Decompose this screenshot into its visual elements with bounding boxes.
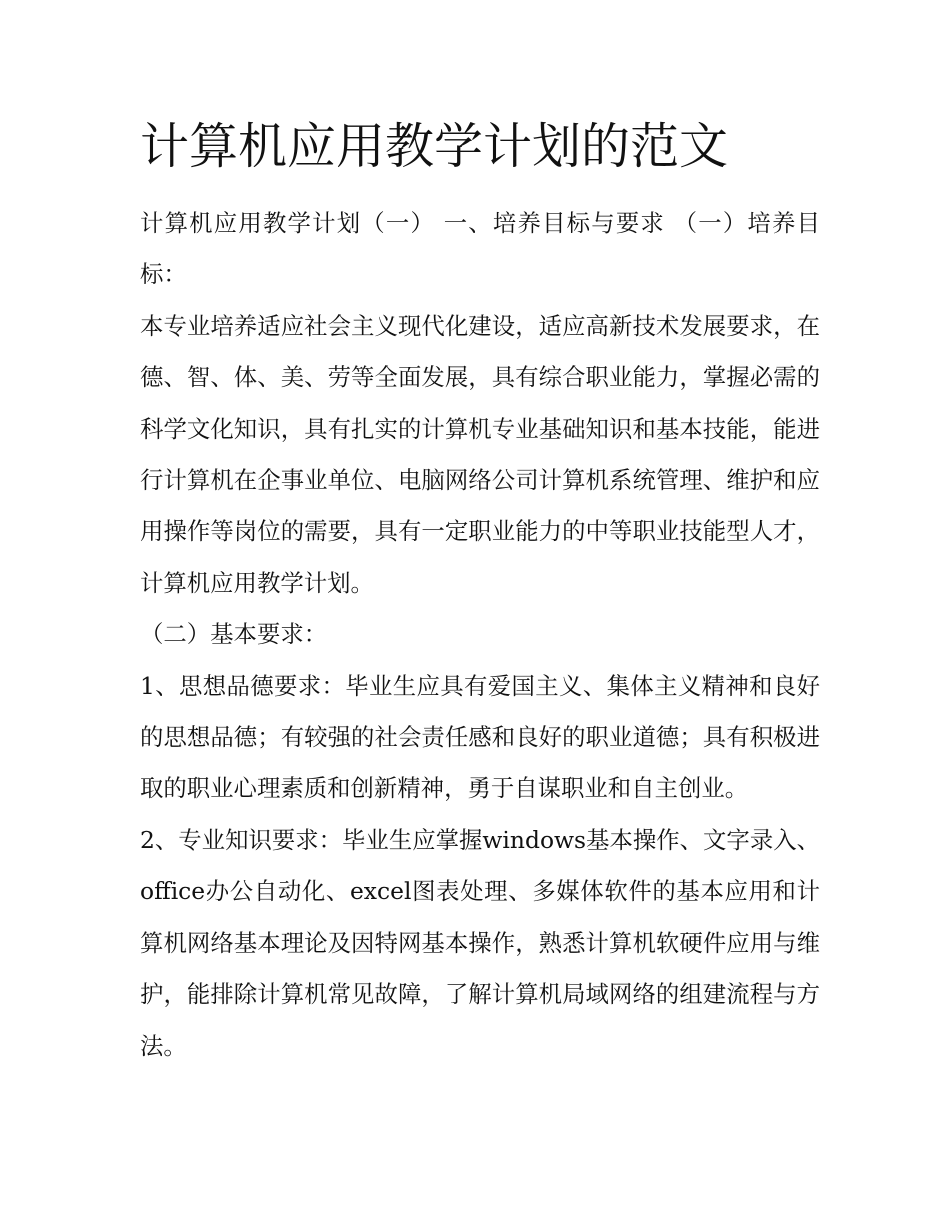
paragraph-ideology-requirements: 1、思想品德要求：毕业生应具有爱国主义、集体主义精神和良好的思想品德；有较强的社会责任感和良好的职业道德；具有积极进取的职业心理素质和创新精神，勇于自谋职业和自主创业。 <box>140 671 820 803</box>
document-body <box>140 112 820 1072</box>
paragraph-basic-requirements-heading: （二）基本要求： <box>140 620 328 649</box>
paragraph-intro: 计算机应用教学计划（一） 一、培养目标与要求 （一）培养目标： <box>140 209 820 289</box>
paragraph-list <box>140 198 820 1072</box>
document-title: 计算机应用教学计划的范文 <box>140 118 729 175</box>
paragraph-knowledge-requirements: 2、专业知识要求：毕业生应掌握windows基本操作、文字录入、office办公自动化、excel图表处理、多媒体软件的基本应用和计算机网络基本理论及因特网基本操作，熟悉计算机软硬件应用与维护，能排除计算机常见故障，了解计算机局域网络的组建流程与方法。 <box>140 825 820 1060</box>
paragraph-training-goal: 本专业培养适应社会主义现代化建设，适应高新技术发展要求，在德、智、体、美、劳等全面发展，具有综合职业能力，掌握必需的科学文化知识，具有扎实的计算机专业基础知识和基本技能，能进行计算机在企事业单位、电脑网络公司计算机系统管理、维护和应用操作等岗位的需要，具有一定职业能力的中等职业技能型人才，计算机应用教学计划。 <box>140 311 820 597</box>
